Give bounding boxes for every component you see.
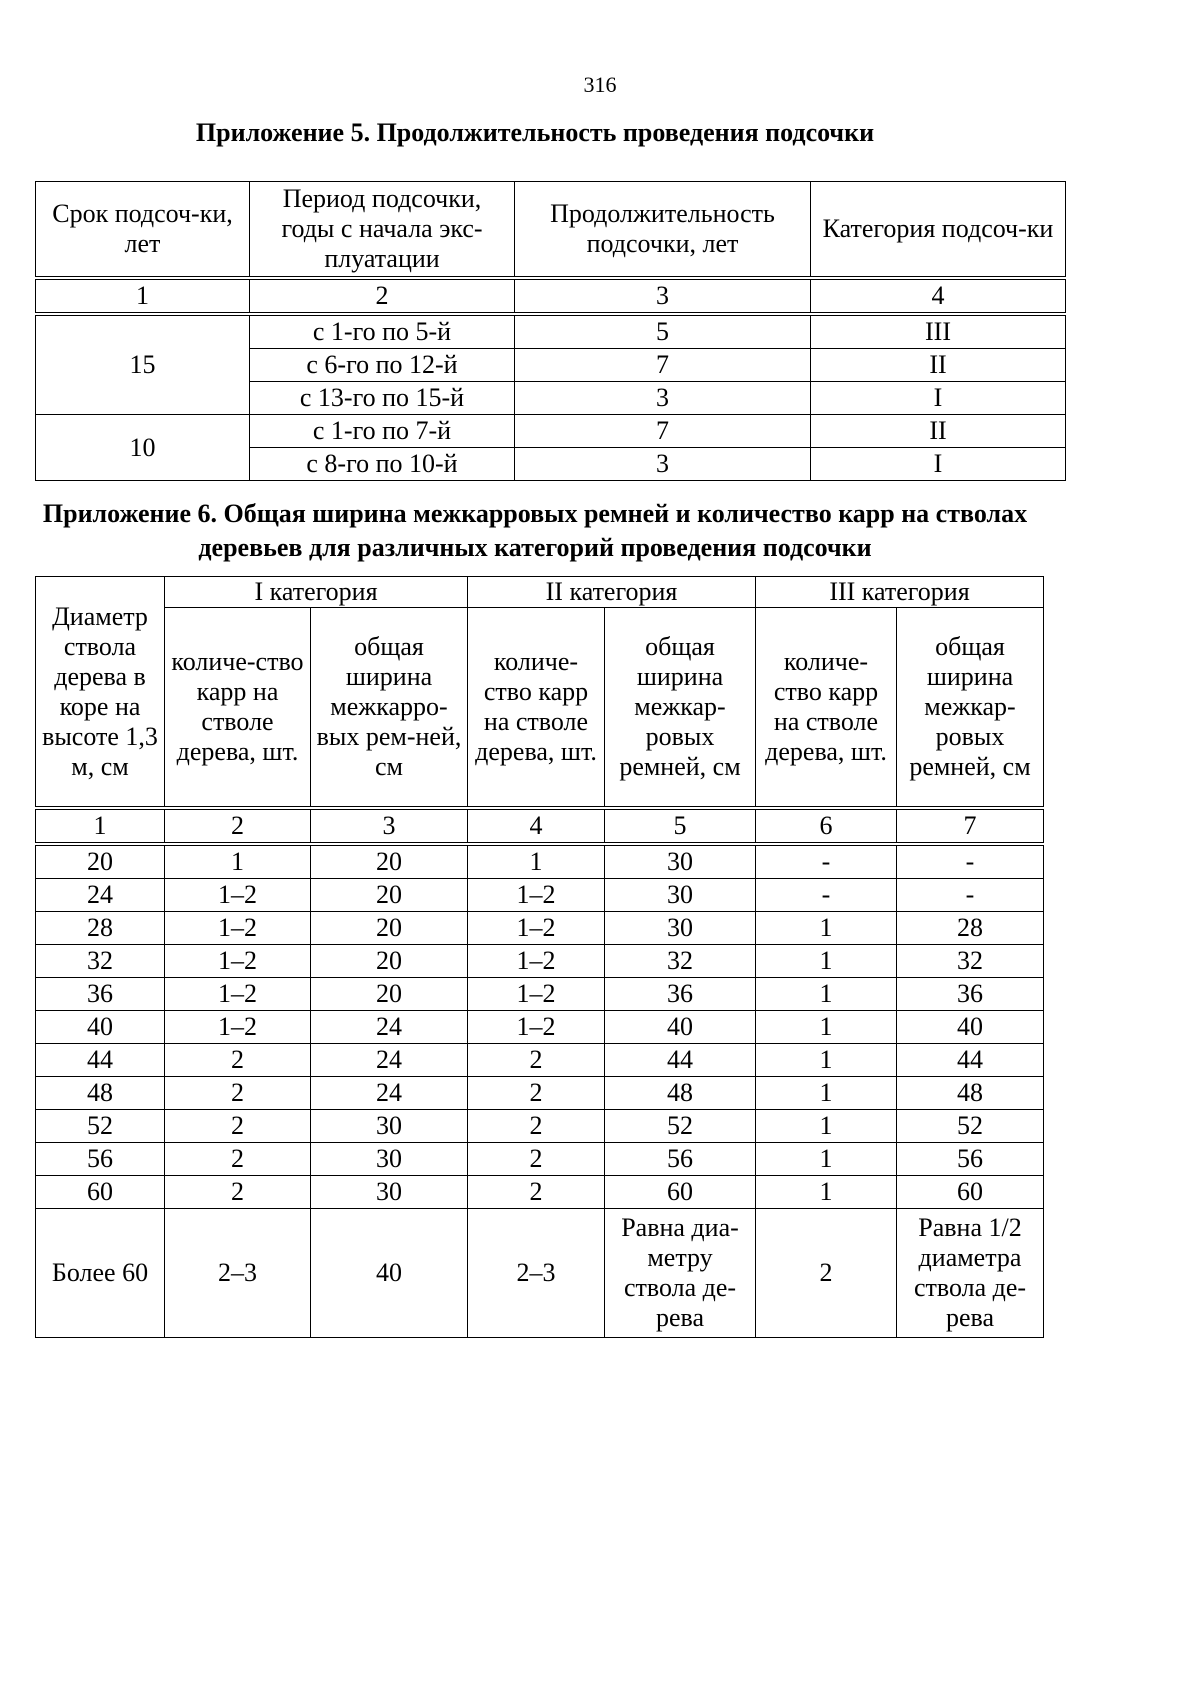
table-row <box>36 1209 1044 1338</box>
width-2-cell: 60 <box>605 1176 756 1209</box>
period-cell: с 1-го по 7-й <box>250 415 515 448</box>
count-3-cell: 1 <box>756 1110 897 1143</box>
col-number: 1 <box>36 808 165 844</box>
appendix6-body <box>36 577 1044 1338</box>
count-2-cell: 2 <box>468 1110 605 1143</box>
count-2-cell: 1–2 <box>468 945 605 978</box>
period-cell: с 13-го по 15-й <box>250 382 515 415</box>
header-width-3: общая ширина межкар-ровых ремней, см <box>897 608 1044 809</box>
duration-cell: 3 <box>515 448 811 481</box>
width-3-cell: 32 <box>897 945 1044 978</box>
table-row <box>36 978 1044 1011</box>
count-1-cell: 1–2 <box>165 879 311 912</box>
diameter-cell: 36 <box>36 978 165 1011</box>
width-2-cell: 30 <box>605 879 756 912</box>
period-cell: с 8-го по 10-й <box>250 448 515 481</box>
table-row <box>36 1077 1044 1110</box>
header-count-3: количе-ство карр на стволе дерева, шт. <box>756 608 897 809</box>
width-2-cell: 52 <box>605 1110 756 1143</box>
width-1-cell: 20 <box>311 945 468 978</box>
header-category-3: III категория <box>756 577 1044 608</box>
width-2-cell: 48 <box>605 1077 756 1110</box>
count-3-cell: - <box>756 879 897 912</box>
table-row <box>36 844 1044 879</box>
width-1-cell: 20 <box>311 912 468 945</box>
count-2-cell: 1–2 <box>468 1011 605 1044</box>
duration-cell: 7 <box>515 349 811 382</box>
category-cell: II <box>811 415 1066 448</box>
width-1-cell: 40 <box>311 1209 468 1338</box>
appendix6-header-row-2 <box>36 608 1044 809</box>
table-row <box>36 879 1044 912</box>
table-row <box>36 945 1044 978</box>
width-1-cell: 30 <box>311 1176 468 1209</box>
diameter-cell: 52 <box>36 1110 165 1143</box>
width-2-cell: 32 <box>605 945 756 978</box>
count-2-cell: 1–2 <box>468 912 605 945</box>
count-1-cell: 1–2 <box>165 978 311 1011</box>
width-1-cell: 24 <box>311 1011 468 1044</box>
count-3-cell: 1 <box>756 1143 897 1176</box>
category-cell: I <box>811 382 1066 415</box>
header-count-2: количе-ство карр на стволе дерева, шт. <box>468 608 605 809</box>
diameter-cell: 56 <box>36 1143 165 1176</box>
width-3-cell: - <box>897 879 1044 912</box>
header-category: Категория подсоч-ки <box>811 182 1066 279</box>
period-cell: с 6-го по 12-й <box>250 349 515 382</box>
table-row <box>36 1011 1044 1044</box>
count-1-cell: 2 <box>165 1143 311 1176</box>
count-1-cell: 2 <box>165 1044 311 1077</box>
table-row <box>36 415 1066 448</box>
diameter-cell: 28 <box>36 912 165 945</box>
count-3-cell: 1 <box>756 1044 897 1077</box>
table-row <box>36 912 1044 945</box>
header-category-2: II категория <box>468 577 756 608</box>
count-2-cell: 1–2 <box>468 879 605 912</box>
count-3-cell: 1 <box>756 945 897 978</box>
width-3-cell: 56 <box>897 1143 1044 1176</box>
width-1-cell: 20 <box>311 879 468 912</box>
appendix5-colnum-row <box>36 278 1066 314</box>
header-diameter: Диаметр ствола дерева в коре на высоте 1,3 м, см <box>36 577 165 809</box>
appendix6-title: Приложение 6. Общая ширина межкарровых ремней и количество карр на стволах деревьев для различных категорий проведения подсочки <box>42 499 1028 562</box>
width-1-cell: 20 <box>311 978 468 1011</box>
width-1-cell: 20 <box>311 844 468 879</box>
count-1-cell: 1–2 <box>165 945 311 978</box>
count-3-cell: - <box>756 844 897 879</box>
width-3-cell: Равна 1/2 диаметра ствола де-рева <box>897 1209 1044 1338</box>
table-row <box>36 314 1066 349</box>
count-3-cell: 1 <box>756 912 897 945</box>
col-number: 4 <box>811 278 1066 314</box>
header-term: Срок подсоч-ки, лет <box>36 182 250 279</box>
count-2-cell: 1–2 <box>468 978 605 1011</box>
count-1-cell: 2 <box>165 1110 311 1143</box>
duration-cell: 7 <box>515 415 811 448</box>
table-row <box>36 1176 1044 1209</box>
diameter-cell: 44 <box>36 1044 165 1077</box>
col-number: 6 <box>756 808 897 844</box>
width-2-cell: 30 <box>605 844 756 879</box>
col-number: 5 <box>605 808 756 844</box>
diameter-cell: 24 <box>36 879 165 912</box>
count-2-cell: 1 <box>468 844 605 879</box>
count-2-cell: 2 <box>468 1143 605 1176</box>
count-1-cell: 2 <box>165 1077 311 1110</box>
appendix5-table <box>35 181 1066 481</box>
header-width-2: общая ширина межкар-ровых ремней, см <box>605 608 756 809</box>
width-3-cell: 40 <box>897 1011 1044 1044</box>
count-2-cell: 2 <box>468 1176 605 1209</box>
width-3-cell: 60 <box>897 1176 1044 1209</box>
category-cell: III <box>811 314 1066 349</box>
diameter-cell: 20 <box>36 844 165 879</box>
header-period: Период подсочки, годы с начала экс-плуатации <box>250 182 515 279</box>
count-1-cell: 2–3 <box>165 1209 311 1338</box>
diameter-cell: 60 <box>36 1176 165 1209</box>
count-2-cell: 2–3 <box>468 1209 605 1338</box>
table-row <box>36 1110 1044 1143</box>
width-3-cell: 44 <box>897 1044 1044 1077</box>
appendix6-header-row-1 <box>36 577 1044 608</box>
diameter-cell: 40 <box>36 1011 165 1044</box>
appendix6-table <box>35 576 1044 1338</box>
count-1-cell: 1 <box>165 844 311 879</box>
width-2-cell: 56 <box>605 1143 756 1176</box>
count-2-cell: 2 <box>468 1044 605 1077</box>
count-3-cell: 2 <box>756 1209 897 1338</box>
col-number: 1 <box>36 278 250 314</box>
table-row <box>36 1143 1044 1176</box>
category-cell: II <box>811 349 1066 382</box>
count-3-cell: 1 <box>756 978 897 1011</box>
col-number: 3 <box>311 808 468 844</box>
term-cell: 10 <box>36 415 250 481</box>
header-width-1: общая ширина межкарро-вых рем-ней, см <box>311 608 468 809</box>
period-cell: с 1-го по 5-й <box>250 314 515 349</box>
width-3-cell: 52 <box>897 1110 1044 1143</box>
width-1-cell: 24 <box>311 1044 468 1077</box>
width-3-cell: 48 <box>897 1077 1044 1110</box>
width-2-cell: 30 <box>605 912 756 945</box>
diameter-cell: Более 60 <box>36 1209 165 1338</box>
appendix5-title: Приложение 5. Продолжительность проведения подсочки <box>195 118 875 147</box>
width-1-cell: 24 <box>311 1077 468 1110</box>
appendix5-body <box>36 182 1066 481</box>
width-2-cell: 36 <box>605 978 756 1011</box>
diameter-cell: 32 <box>36 945 165 978</box>
width-2-cell: 44 <box>605 1044 756 1077</box>
count-3-cell: 1 <box>756 1077 897 1110</box>
width-1-cell: 30 <box>311 1110 468 1143</box>
col-number: 7 <box>897 808 1044 844</box>
count-1-cell: 1–2 <box>165 912 311 945</box>
col-number: 2 <box>165 808 311 844</box>
count-3-cell: 1 <box>756 1176 897 1209</box>
col-number: 2 <box>250 278 515 314</box>
table-row <box>36 1044 1044 1077</box>
width-2-cell: Равна диа-метру ствола де-рева <box>605 1209 756 1338</box>
header-category-1: I категория <box>165 577 468 608</box>
col-number: 3 <box>515 278 811 314</box>
appendix5-header-row <box>36 182 1066 279</box>
category-cell: I <box>811 448 1066 481</box>
col-number: 4 <box>468 808 605 844</box>
width-3-cell: - <box>897 844 1044 879</box>
page-number: 316 <box>583 72 617 97</box>
count-2-cell: 2 <box>468 1077 605 1110</box>
count-1-cell: 2 <box>165 1176 311 1209</box>
width-3-cell: 28 <box>897 912 1044 945</box>
appendix6-colnum-row <box>36 808 1044 844</box>
count-3-cell: 1 <box>756 1011 897 1044</box>
width-1-cell: 30 <box>311 1143 468 1176</box>
header-count-1: количе-ство карр на стволе дерева, шт. <box>165 608 311 809</box>
header-duration: Продолжительность подсочки, лет <box>515 182 811 279</box>
width-3-cell: 36 <box>897 978 1044 1011</box>
duration-cell: 5 <box>515 314 811 349</box>
count-1-cell: 1–2 <box>165 1011 311 1044</box>
duration-cell: 3 <box>515 382 811 415</box>
term-cell: 15 <box>36 314 250 415</box>
width-2-cell: 40 <box>605 1011 756 1044</box>
diameter-cell: 48 <box>36 1077 165 1110</box>
